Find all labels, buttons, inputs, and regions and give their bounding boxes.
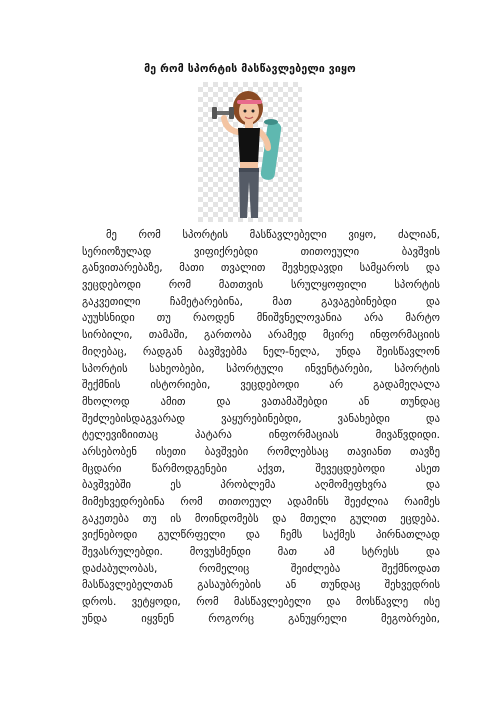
fitness-woman-icon [198,82,302,222]
page-title: მე რომ სპორტის მასწავლებელი ვიყო [144,63,356,75]
text-line: სირბილი, თამაში, გართობა არამედ მცირე ინფორმაციის [82,329,440,342]
fitness-woman-illustration [198,82,302,222]
text-line: არსებობენ ისეთი ბავშვები რომლებსაც თავიანთ თავზე [82,445,440,458]
text-line: მცდარი წარმოდგენები აქვთ, შევეცდებოდი ასეთ [82,462,440,475]
text-line: სერიოზულად ვიფიქრებდი თითოეული ბავშვის [82,245,440,258]
text-line: მასწავლებელთან გასაუბრების ან თუნდაც შეხვედრის [82,579,440,592]
text-line: გაკვეთილი ჩამეტარებინა, მათ გავაგებინებდი და [82,295,440,308]
text-line: ტელევიზიითაც პატარა ინფორმაციას მივაწვდიდი. [82,429,440,442]
text-line: ვიქნებოდი გულწრფელი და ჩემს საქმეს პირნათლად [82,529,440,542]
essay-body [82,227,440,628]
text-line: შეძლებისდაგვარად ვაყურებინებდი, ვანახებდი და [82,412,440,425]
text-line: უნდა იყვნენ როგორც განუყრელი მეგობრები, [82,612,440,625]
text-line: შევასრულებდი. მოვუსმენდი მათ ამ სტრესს და [82,546,440,559]
text-line: ვეცდებოდი რომ მათთვის სრულყოფილი სპორტის [82,279,440,292]
text-line: მხოლოდ ამით და ვათამაშებდი ან თუნდაც [82,395,440,408]
text-line: მიღებაც, რადგან ბავშვებმა ნელ-ნელა, უნდა შეისწავლონ [82,345,440,358]
text-line: გაკეთება თუ ის მოინდომებს და მთელი გულით ეცდება. [82,512,440,525]
text-line: შექმნის ისტორიები, ვეცდებოდი არ გადამეღალა [82,379,440,392]
text-line: ბავშვებში ეს პრობლემა აღმომეფხვრა და [82,479,440,492]
text-line: დროს. ვეტყოდი, რომ მასწავლებელი და მოსწავლე ისე [82,596,440,609]
text-line: მე რომ სპორტის მასწავლებელი ვიყო, ძალიან, [106,229,440,241]
text-line: განვითარებაზე, მათი თვალით შევხედავდი სამყაროს და [82,262,440,275]
text-line: სპორტის სახეობები, სპორტული ინვენტარები, სპორტის [82,362,440,375]
text-line: დაძაბულობას, რომელიც შეიძლება შექმნოდათ [82,562,440,575]
text-line: მიმეხვედრებინა რომ თითოეულ ადამინს შეეძლია რაიმეს [82,496,440,508]
text-line: აუუხსნიდი თუ რაოდენ მნიშვნელოვანია არა მარტო [82,312,440,325]
